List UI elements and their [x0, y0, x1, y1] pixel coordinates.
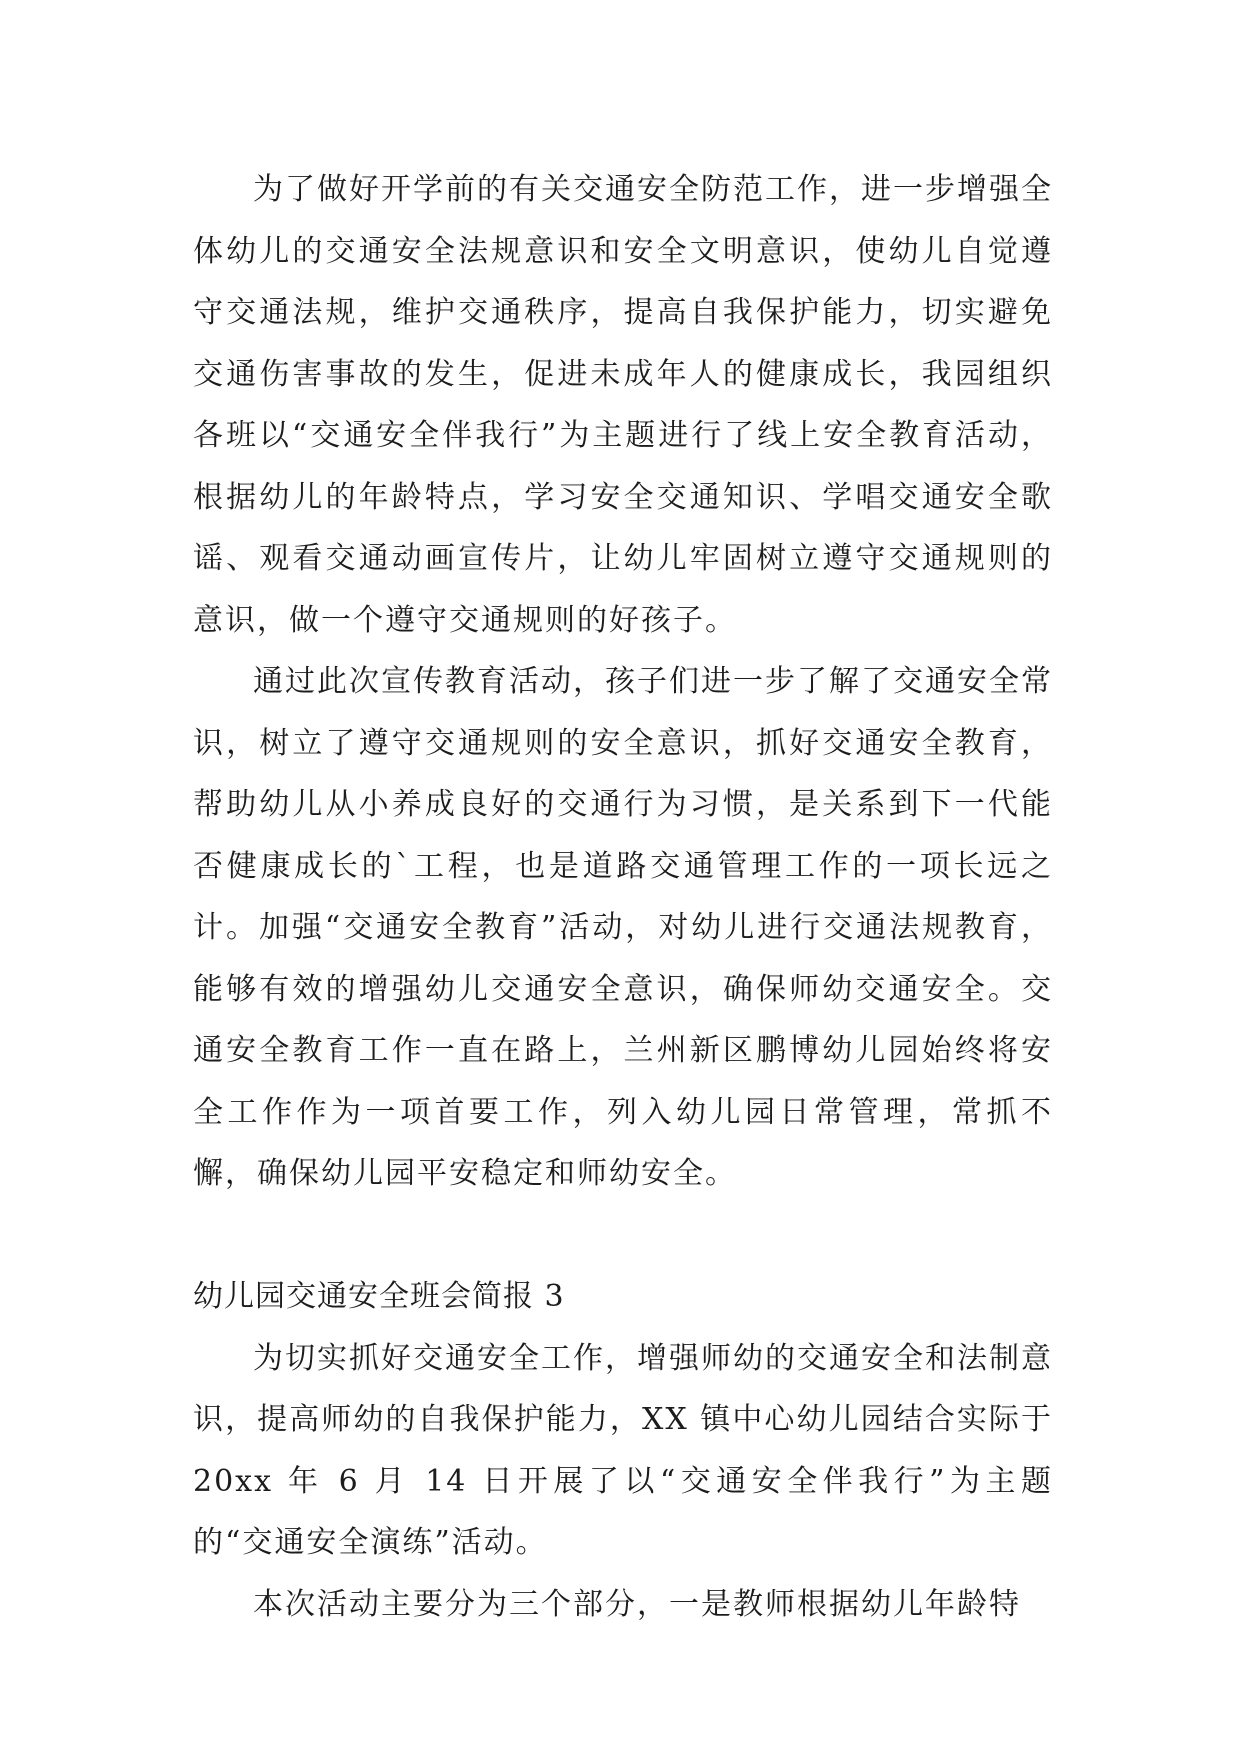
- paragraph-summary: 通过此次宣传教育活动，孩子们进一步了解了交通安全常识，树立了遵守交通规则的安全意识，抓好交通安全教育，帮助幼儿从小养成良好的交通行为习惯，是关系到下一代能否健康成长的`工程，也是道路交通管理工作的一项长远之计。加强“交通安全教育”活动，对幼儿进行交通法规教育，能够有效的增强幼儿交通安全意识，确保师幼交通安全。交通安全教育工作一直在路上，兰州新区鹏博幼儿园始终将安全工作作为一项首要工作，列入幼儿园日常管理，常抓不懈，确保幼儿园平安稳定和师幼安全。: [193, 664, 1053, 1191]
- document-body: [193, 159, 1053, 1635]
- section-heading: 幼儿园交通安全班会简报 3: [193, 1279, 565, 1314]
- paragraph-activity-parts: 本次活动主要分为三个部分，一是教师根据幼儿年龄特: [253, 1586, 1021, 1622]
- paragraph-activity-intro: 为切实抓好交通安全工作，增强师幼的交通安全和法制意识，提高师幼的自我保护能力，XX 镇中心幼儿园结合实际于 20xx 年 6 月 14 日开展了以“交通安全伴我行”为主题的“交通安全演练”活动。: [193, 1340, 1053, 1560]
- paragraph-intro: 为了做好开学前的有关交通安全防范工作，进一步增强全体幼儿的交通安全法规意识和安全文明意识，使幼儿自觉遵守交通法规，维护交通秩序，提高自我保护能力，切实避免交通伤害事故的发生，促进未成年人的健康成长，我园组织各班以“交通安全伴我行”为主题进行了线上安全教育活动，根据幼儿的年龄特点，学习安全交通知识、学唱交通安全歌谣、观看交通动画宣传片，让幼儿牢固树立遵守交通规则的意识，做一个遵守交通规则的好孩子。: [193, 172, 1053, 638]
